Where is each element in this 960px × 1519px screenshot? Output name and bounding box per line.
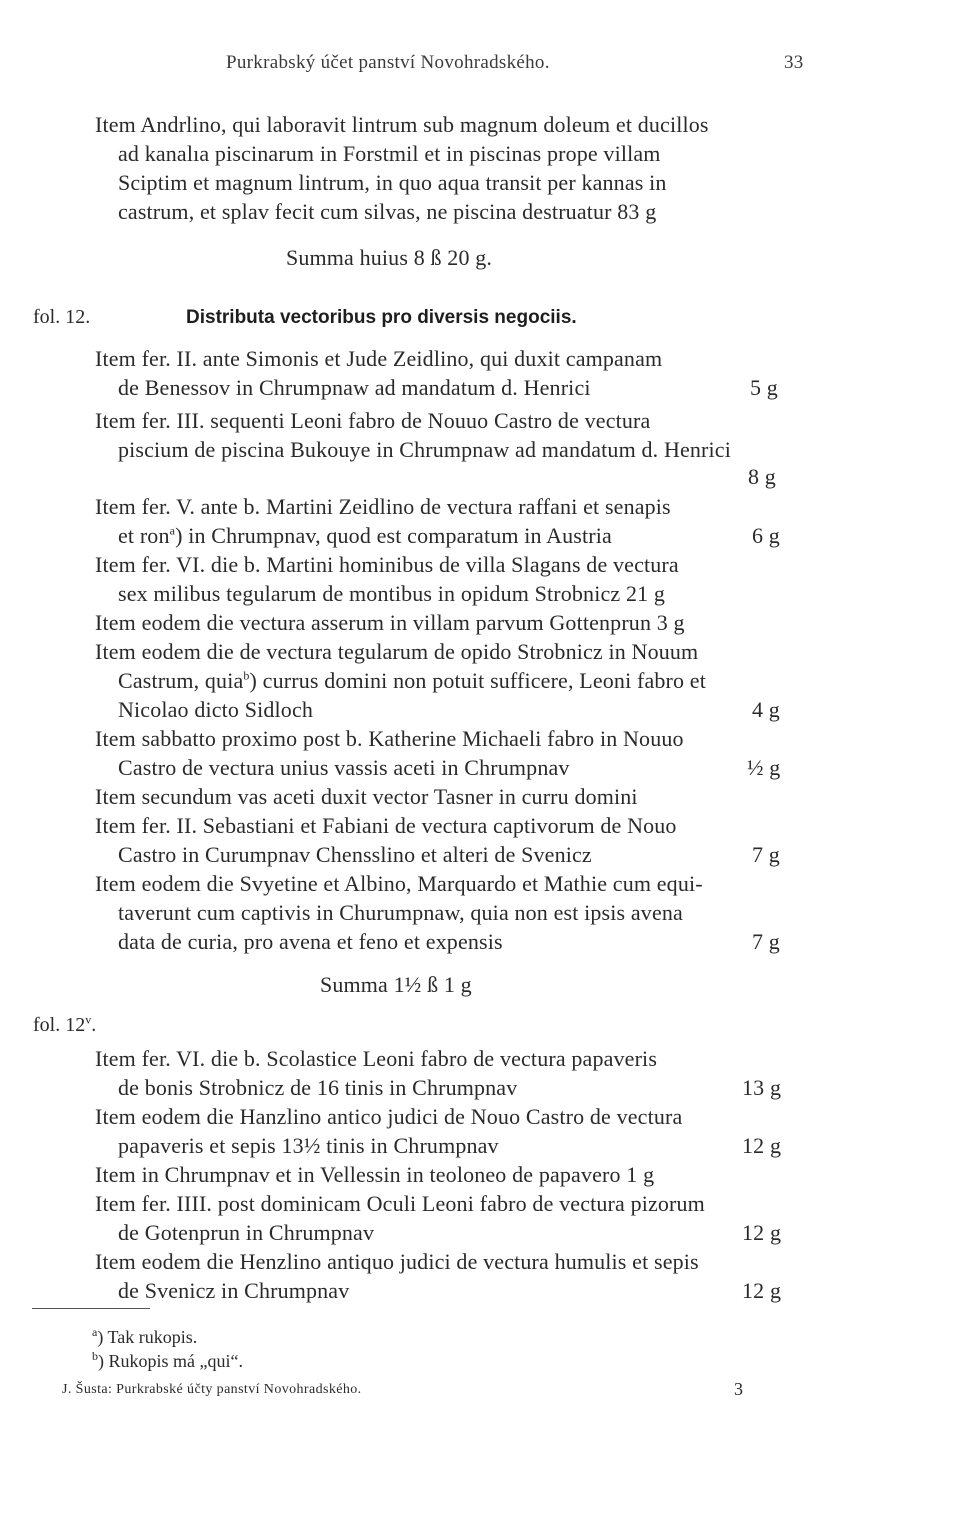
folio-marker-verso: fol. 12$^v$. [33,1012,97,1036]
entry-amount: 6 g [752,523,780,548]
entry-amount: 7 g [752,929,780,954]
entry-line: Item fer. IIII. post dominicam Oculi Leoni fabro de vectura pizorum [95,1191,705,1216]
entry-line: Item eodem die vectura asserum in villam parvum Gottenprun 3 g [95,610,685,635]
entry-line: Item secundum vas aceti duxit vector Tasner in curru domini [95,784,638,809]
entry-line: Item fer. II. Sebastiani et Fabiani de vectura captivorum de Nouo [95,813,677,838]
entry-amount: 8 g [748,464,776,489]
entry-line: et ron$^a$) in Chrumpnav, quod est comparatum in Austria [118,523,612,548]
footnote-b: $^b$) Rukopis má „qui“. [92,1349,243,1371]
section-heading: Distributa vectoribus pro diversis negociis. [186,307,577,328]
entry-amount: 12 g [742,1278,782,1303]
entry-amount: 4 g [752,697,780,722]
entry-line: Item fer. VI. die b. Scolastice Leoni fabro de vectura papaveris [95,1046,658,1071]
entry-line: Item in Chrumpnav et in Vellessin in teoloneo de papavero 1 g [95,1162,655,1187]
entry-line: sex milibus tegularum de montibus in opidum Strobnicz 21 g [118,581,666,606]
entry-line: taverunt cum captivis in Churumpnaw, quia non est ipsis avena [118,900,683,925]
entry-line: Item eodem die Henzlino antiquo judici de vectura humulis et sepis [95,1249,699,1274]
footnote-ref-a: a [169,523,176,538]
entry-amount: 13 g [742,1075,782,1100]
entry-line: Item fer. V. ante b. Martini Zeidlino de vectura raffani et senapis [95,494,671,519]
entry-amount: 7 g [752,842,780,867]
entry-line: Item eodem die Svyetine et Albino, Marquardo et Mathie cum equi- [95,871,703,896]
entry-line: papaveris et sepis 13½ tinis in Chrumpnav [118,1133,499,1158]
entry-line: Item fer. II. ante Simonis et Jude Zeidlino, qui duxit campanam [95,346,663,371]
footnote-ref-b: b [243,668,250,683]
entry-line: Nicolao dicto Sidloch [118,697,314,722]
entry-line: de Svenicz in Chrumpnav [118,1278,350,1303]
entry-line: Item eodem die Hanzlino antico judici de Nouo Castro de vectura [95,1104,683,1129]
entry-line: Item eodem die de vectura tegularum de opido Strobnicz in Nouum [95,639,699,664]
entry-line: data de curia, pro avena et feno et expensis [118,929,503,954]
entry-amount: ½ g [747,755,781,780]
entry-line: de Gotenprun in Chrumpnav [118,1220,375,1245]
entry-amount: 5 g [750,375,778,400]
running-header-title: Purkrabský účet panství Novohradského. [226,52,550,73]
entry-line: de bonis Strobnicz de 16 tinis in Chrumpnav [118,1075,518,1100]
folio-marker: fol. 12. [33,306,91,328]
entry-line: Castro de vectura unius vassis aceti in Chrumpnav [118,755,570,780]
page-number: 33 [784,52,804,73]
entry-line: Castrum, quia$^b$) currus domini non potuit sufficere, Leoni fabro et [118,668,706,693]
footnote-rule [32,1308,150,1309]
entry-line: Item fer. III. sequenti Leoni fabro de Nouuo Castro de vectura [95,408,651,433]
footer-sheet-number: 3 [734,1379,743,1399]
entry-line: Castro in Curumpnav Chensslino et alteri de Svenicz [118,842,592,867]
text-line: ad kanalıa piscinarum in Forstmil et in piscinas prope villam [118,141,661,166]
text-line: Item Andrlino, qui laboravit lintrum sub magnum doleum et ducillos [95,112,709,137]
text-line: castrum, et splav fecit cum silvas, ne piscina destruatur 83 g [118,199,657,224]
entry-line: Item fer. VI. die b. Martini hominibus de villa Slagans de vectura [95,552,679,577]
footnote-a: $^a$) Tak rukopis. [92,1325,198,1347]
summa-total: Summa 1½ ß 1 g [320,972,472,997]
footer-citation: J. Šusta: Purkrabské účty panství Novohradského. [62,1382,362,1397]
entry-line: de Benessov in Chrumpnaw ad mandatum d. Henrici [118,375,591,400]
text-line: Sciptim et magnum lintrum, in quo aqua transit per kannas in [118,170,667,195]
entry-line: piscium de piscina Bukouye in Chrumpnaw ad mandatum d. Henrici [118,437,731,462]
entry-amount: 12 g [742,1133,782,1158]
summa-huius: Summa huius 8 ß 20 g. [286,245,493,270]
entry-amount: 12 g [742,1220,782,1245]
entry-line: Item sabbatto proximo post b. Katherine Michaeli fabro in Nouuo [95,726,684,751]
